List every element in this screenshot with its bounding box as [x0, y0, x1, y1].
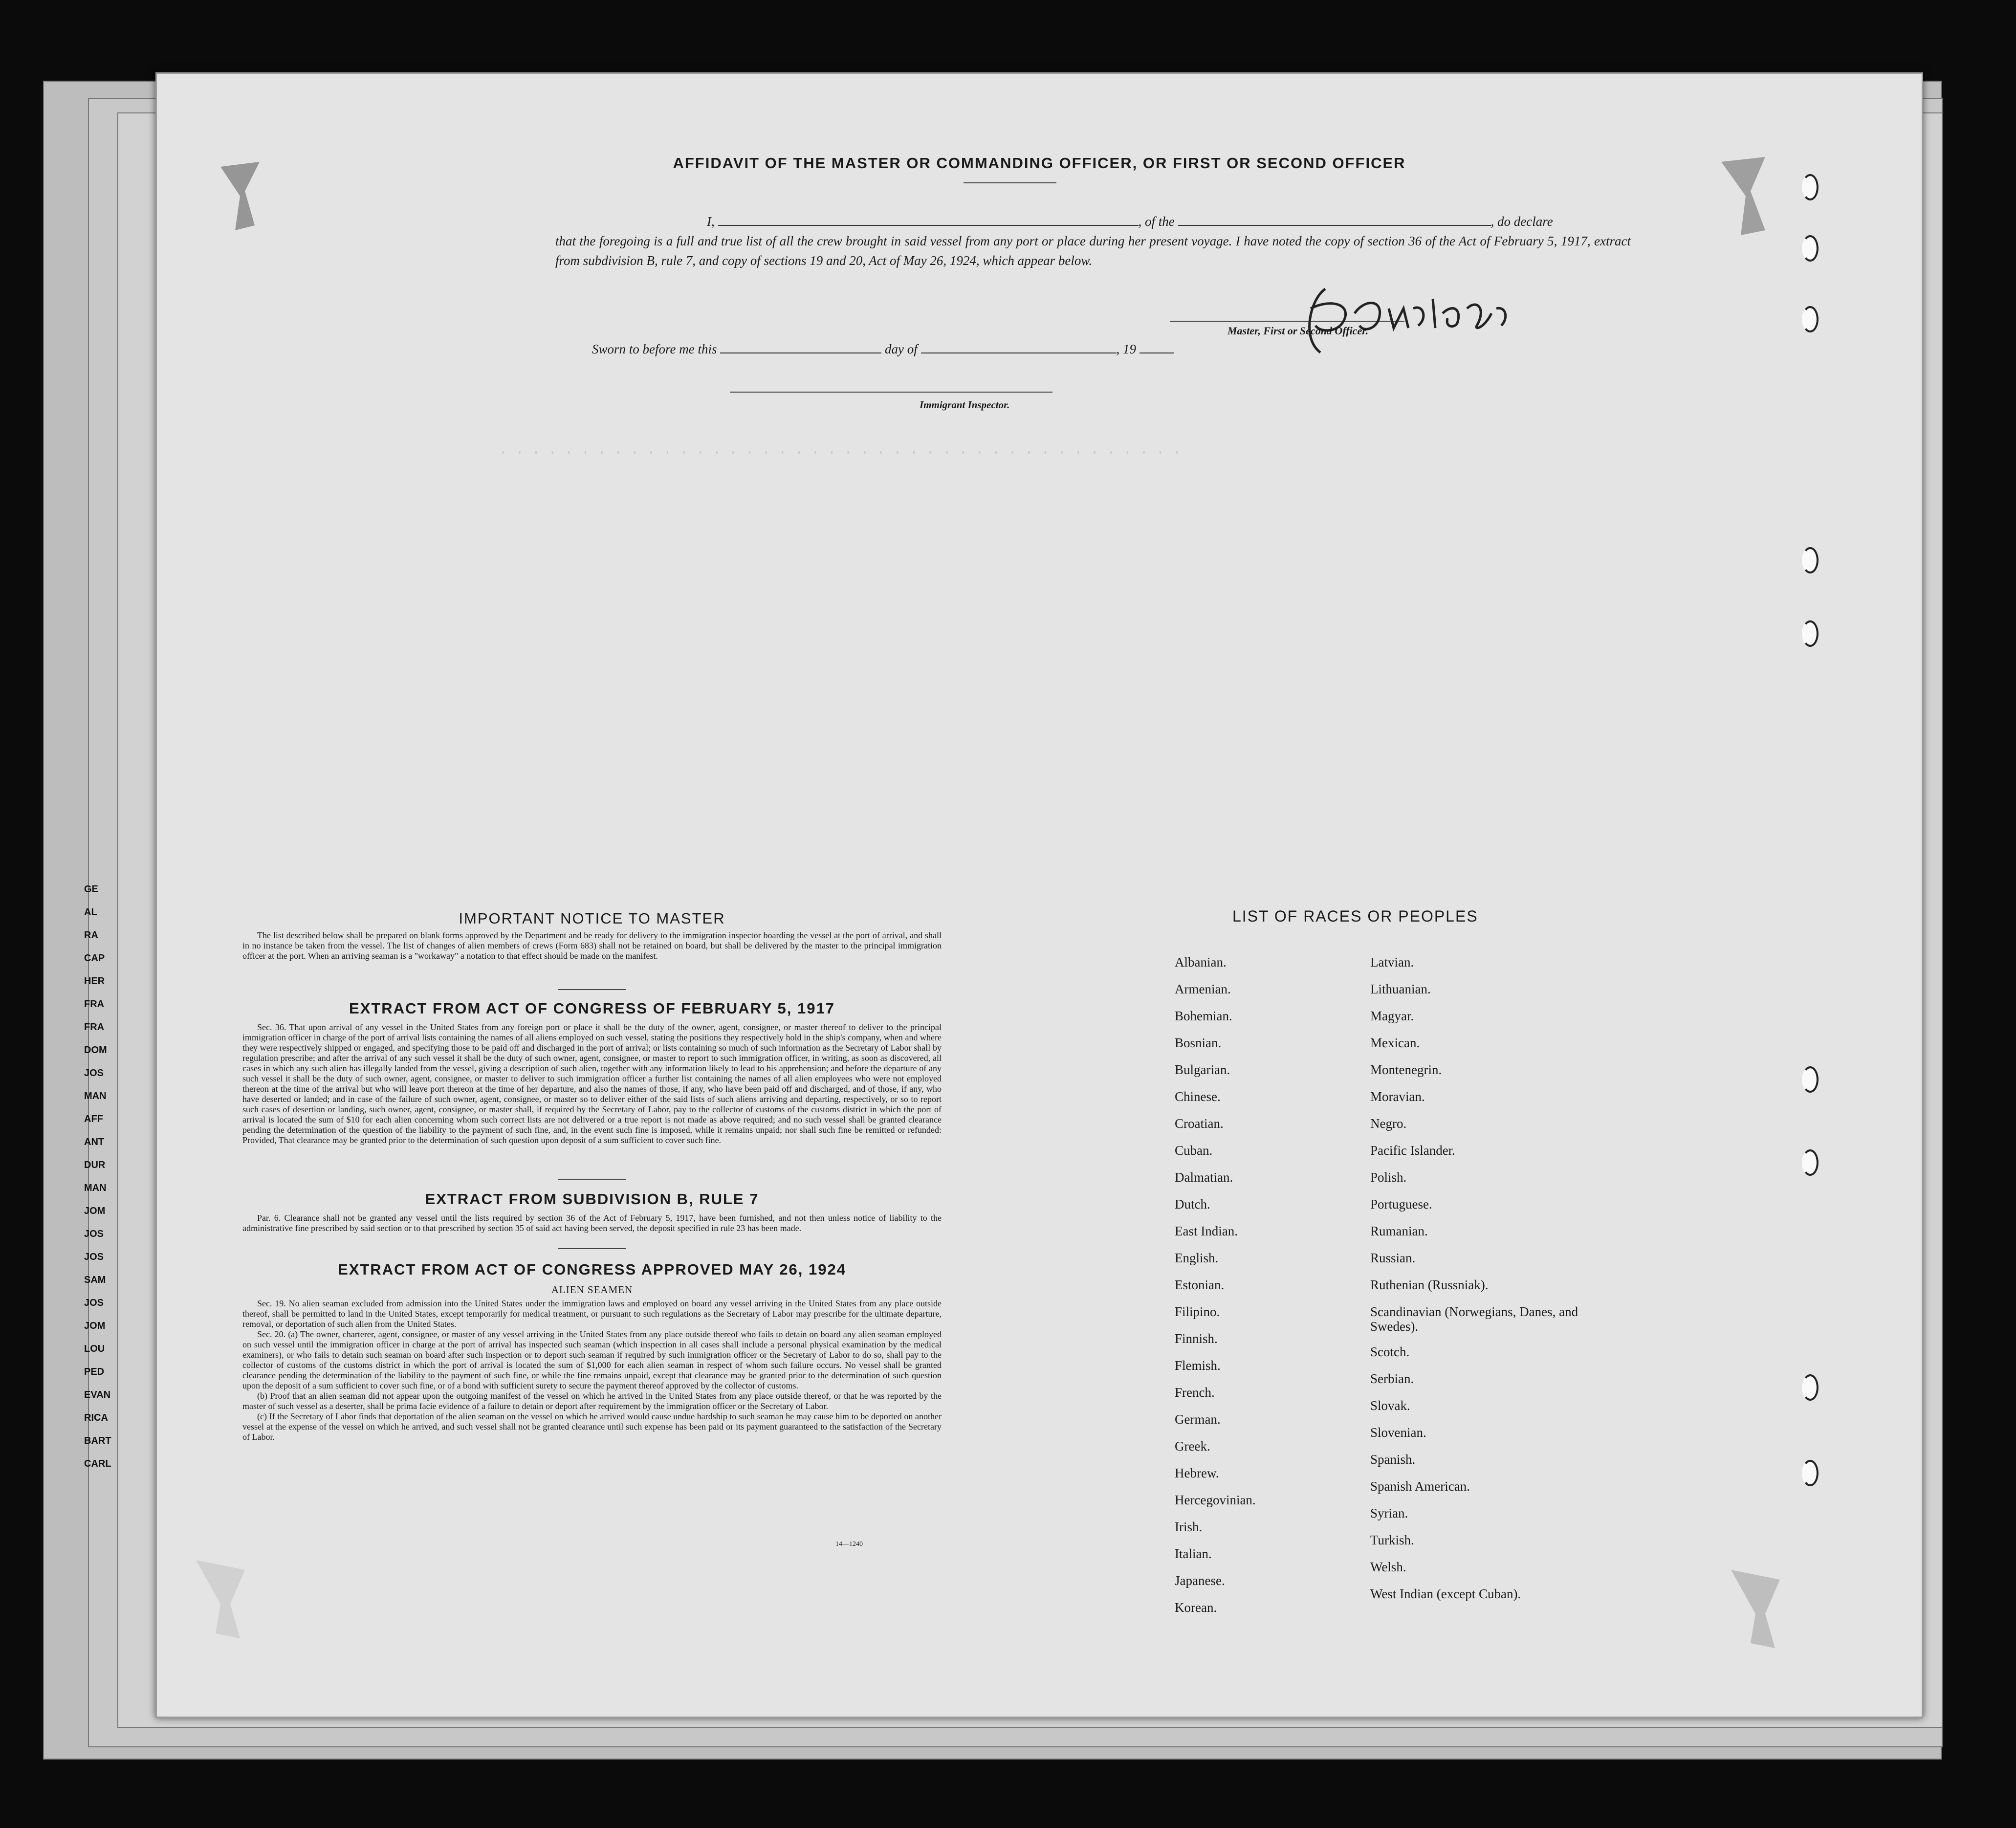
race-item: Russian. [1370, 1251, 1416, 1265]
sec36-paragraph: Sec. 36. That upon arrival of any vessel in the United States from any foreign port or place it shall be the duty of the owner, agent, consignee, or master thereof to deliver to the principal immigration officer in charge of the port of arrival lists containing the names of all aliens employed on such vessel, stating the positions they respectively hold in the ship's company, when and where they were respectively shipped or engaged, and specifying those to be paid off and discharged in the port of arrival; or lists containing so much of such information as the Secretary of Labor shall by regulation prescribe; and after the arrival of any such vessel it shall be the duty of such owner, agent, consignee, or master to report to such immigration officer, in writing, as soon as discovered, all cases in which any such alien has illegally landed from the vessel, giving a description of such alien, together with any information likely to lead to his apprehension; and before the departure of any such vessel it shall be the duty of such owner, agent, consignee, or master to deliver to such immigration officer a further list containing the names of all alien employees who were not employed thereon at the time of the arrival but who will leave port thereon at the time of her departure, and also the names of those, if any, who have been paid off and discharged, and of those, if any, who have deserted or landed; and in case of the failure of such owner, agent, consignee, or master so to deliver either of the said lists of such aliens arriving and departing, respectively, or so to report such cases of desertion or landing, such owner, agent, consignee, or master shall, if required by the Secretary of Labor, pay to the collector of customs of the customs district in which the port of arrival is located the sum of $10 for each alien concerning whom such correct lists are not delivered or a true report is not made as above required; and no such vessel shall be granted clearance pending the determination of the question of the liability to the payment of such fine, and, in the event such fine is imposed, while it remains unpaid; nor shall such fine be remitted or refunded: Provided, That clearance may be granted prior to the determination of such question upon deposit of a sum sufficient to cover such fine. [242, 1022, 942, 1145]
margin-name-fragment: GE [84, 884, 98, 895]
affidavit-line1 [555, 212, 1631, 231]
race-item: Spanish American. [1370, 1479, 1470, 1494]
punch-hole [1802, 1149, 1819, 1176]
affidavit-of-the: , of the [1138, 214, 1175, 229]
race-item: Estonian. [1175, 1277, 1225, 1292]
race-item: Hercegovinian. [1175, 1493, 1256, 1507]
extract-rule7-title: EXTRACT FROM SUBDIVISION B, RULE 7 [425, 1190, 759, 1208]
race-item: Albanian. [1175, 955, 1227, 969]
race-item: Turkish. [1370, 1533, 1414, 1547]
race-item: Croatian. [1175, 1116, 1224, 1131]
bleed-mark-icon [1721, 1560, 1790, 1653]
race-item: Chinese. [1175, 1089, 1221, 1104]
race-item: Rumanian. [1370, 1224, 1428, 1238]
race-item: Polish. [1370, 1170, 1407, 1185]
margin-name-fragment: CARL [84, 1458, 111, 1469]
race-item: Slovenian. [1370, 1425, 1426, 1440]
margin-name-fragment: LOU [84, 1343, 105, 1354]
margin-name-fragment: AFF [84, 1114, 103, 1124]
signature-caption: Master, First or Second Officer. [1227, 325, 1369, 337]
race-item: Serbian. [1370, 1371, 1414, 1386]
manifest-sheet [155, 72, 1923, 1718]
margin-name-fragment: JOM [84, 1206, 106, 1216]
race-item: Irish. [1175, 1520, 1203, 1534]
inspector-caption: Immigrant Inspector. [920, 399, 1010, 411]
sec20b-paragraph: (b) Proof that an alien seaman did not appear upon the outgoing manifest of the vessel on which he arrived in the United States from any place outside thereof, or that he was reported by the master of such vessel as a deserter, shall be prima facie evidence of a failure to detain or deport after requirement by the immigration officer or the Secretary of Labor. [242, 1391, 942, 1411]
race-item: Dutch. [1175, 1197, 1210, 1211]
signature-mark [1291, 279, 1521, 367]
race-item: Armenian. [1175, 982, 1231, 996]
title-underline [964, 182, 1056, 183]
margin-name-fragment: RA [84, 930, 98, 941]
form-number: 14—1240 [835, 1541, 863, 1548]
left-margin-names [82, 884, 121, 1495]
race-item: Bulgarian. [1175, 1062, 1230, 1077]
sworn-text: Sworn to before me this [592, 342, 717, 356]
race-item: East Indian. [1175, 1224, 1238, 1238]
punch-hole [1802, 547, 1819, 573]
punch-hole [1802, 306, 1819, 332]
race-item: Moravian. [1370, 1089, 1425, 1104]
margin-name-fragment: CAP [84, 953, 105, 964]
extract-rule7-text [242, 1213, 942, 1233]
margin-name-fragment: DUR [84, 1160, 106, 1170]
sec20a-paragraph: Sec. 20. (a) The owner, charterer, agent, consignee, or master of any vessel arriving in the United States from any place outside thereof who fails to detain on board any alien seaman employed on such vessel until the immigration officer in charge at the port of arrival has inspected such seaman (which inspection in all cases shall include a personal physical examination by the medical examiners), or who fails to detain such seaman on board after such inspection or to deport such seaman if required by such immigration officer or the Secretary of Labor to do so, shall pay to the collector of customs of the customs district in which the port of arrival is located the sum of $1,000 for each alien seaman in respect of whom such failure occurs. No vessel shall be granted clearance pending the determination of the liability to the payment of such fine, or while the fine remains unpaid, except that clearance may be granted prior to the determination of such question upon the deposit of a sum sufficient to cover such fine, or of a bond with sufficient surety to secure the payment thereof approved by the collector of customs. [242, 1329, 942, 1390]
margin-name-fragment: AL [84, 907, 97, 918]
margin-name-fragment: DOM [84, 1045, 107, 1056]
race-item: Filipino. [1175, 1304, 1220, 1319]
affidavit-declaration-text: that the foregoing is a full and true list of all the crew brought in said vessel from any port or place during her present voyage. I have noted the copy of section 36 of the Act of February 5, 1917, extract from subdivision B, rule 7, and copy of sections 19 and 20, Act of May 26, 1924, which appear below. [555, 234, 1631, 268]
name-blank[interactable] [718, 225, 1139, 226]
margin-name-fragment: JOS [84, 1252, 104, 1262]
notice-text [242, 930, 942, 961]
par6-paragraph: Par. 6. Clearance shall not be granted any vessel until the lists required by section 36 of the Act of February 5, 1917, have been furnished, and not then unless notice of liability to the administrative fine prescribed by said section or to that prescribed by section 35 of said act having been served, the deposit specified in rule 23 has been made. [242, 1213, 942, 1233]
race-item: Slovak. [1370, 1398, 1410, 1413]
race-item: Dalmatian. [1175, 1170, 1233, 1185]
race-item: Cuban. [1175, 1143, 1213, 1158]
race-item: Latvian. [1370, 955, 1414, 969]
race-item: Pacific Islander. [1370, 1143, 1455, 1158]
race-item: English. [1175, 1251, 1219, 1265]
sworn-line [592, 342, 1174, 357]
notice-paragraph: The list described below shall be prepared on blank forms approved by the Department and be ready for delivery to the immigration inspector boarding the vessel at the port of arrival, and shall in no instance be taken from the vessel. The list of changes of alien members of crews (Form 683) shall not be retained on board, but shall be delivered by the master to the principal immigration officer at the port. When an arriving seaman is a "workaway" a notation to that effect should be made on the manifest. [242, 930, 942, 961]
race-item: Flemish. [1175, 1358, 1221, 1373]
race-item: Welsh. [1370, 1560, 1406, 1574]
month-blank[interactable] [921, 352, 1117, 353]
year-blank[interactable] [1139, 352, 1174, 353]
margin-name-fragment: FRA [84, 1022, 105, 1033]
punch-hole [1802, 174, 1819, 200]
vessel-blank[interactable] [1178, 225, 1491, 226]
race-item: Lithuanian. [1370, 982, 1431, 996]
margin-name-fragment: EVAN [84, 1389, 111, 1400]
race-item: Bosnian. [1175, 1035, 1222, 1050]
race-item: Ruthenian (Russniak). [1370, 1277, 1489, 1292]
race-item: French. [1175, 1385, 1215, 1400]
margin-name-fragment: SAM [84, 1275, 106, 1285]
margin-name-fragment: MAN [84, 1183, 107, 1193]
race-item: Japanese. [1175, 1573, 1225, 1588]
sec19-paragraph: Sec. 19. No alien seaman excluded from admission into the United States under the immigration laws and employed on board any vessel arriving in the United States from any place outside thereof, shall be permitted to land in the United States, except temporarily for medical treatment, or pursuant to such regulations as the Secretary of Labor may prescribe for the ultimate departure, removal, or deportation of such alien from the United States. [242, 1299, 942, 1329]
race-item: Hebrew. [1175, 1466, 1219, 1480]
races-left-column [1175, 955, 1360, 1627]
punch-hole [1802, 1066, 1819, 1093]
punch-hole [1802, 235, 1819, 262]
punch-hole [1802, 1460, 1819, 1486]
race-item: Finnish. [1175, 1331, 1218, 1346]
race-item: Korean. [1175, 1600, 1217, 1615]
margin-name-fragment: HER [84, 976, 105, 987]
divider [558, 1248, 626, 1249]
race-item: West Indian (except Cuban). [1370, 1586, 1521, 1601]
sworn-year-text: , 19 [1116, 342, 1136, 356]
race-item: German. [1175, 1412, 1221, 1427]
race-item: Mexican. [1370, 1035, 1420, 1050]
margin-name-fragment: JOS [84, 1229, 104, 1239]
affidavit-declare: , do declare [1490, 214, 1553, 229]
margin-name-fragment: MAN [84, 1091, 107, 1101]
divider [558, 989, 626, 990]
race-item: Italian. [1175, 1546, 1212, 1561]
race-item: Scotch. [1370, 1344, 1410, 1359]
race-item: Montenegrin. [1370, 1062, 1442, 1077]
margin-name-fragment: RICA [84, 1412, 108, 1423]
bleed-through-text: · · · · · · · · · · · · · · · · · · · · · · · · · · · · · · · · · · · · · · · · · · [499, 445, 1181, 461]
divider [558, 1179, 626, 1180]
bleed-mark-icon [186, 1550, 255, 1643]
race-item: Portuguese. [1370, 1197, 1432, 1211]
notice-title: IMPORTANT NOTICE TO MASTER [459, 910, 725, 927]
race-item: Spanish. [1370, 1452, 1416, 1467]
margin-name-fragment: PED [84, 1366, 105, 1377]
affidavit-title: AFFIDAVIT OF THE MASTER OR COMMANDING OFFICER, OR FIRST OR SECOND OFFICER [673, 154, 1406, 172]
sworn-day-text: day of [885, 342, 918, 356]
race-item: Bohemian. [1175, 1009, 1232, 1023]
punch-hole [1802, 620, 1819, 647]
race-item: Syrian. [1370, 1506, 1408, 1520]
extract-1924-title: EXTRACT FROM ACT OF CONGRESS APPROVED MAY 26, 1924 [338, 1261, 846, 1278]
extract-1917-text [242, 1022, 942, 1145]
race-item: Greek. [1175, 1439, 1210, 1454]
alien-seamen-subtitle: ALIEN SEAMEN [551, 1284, 633, 1296]
extract-1924-text [242, 1299, 942, 1442]
race-item: Negro. [1370, 1116, 1407, 1131]
races-title: LIST OF RACES OR PEOPLES [1232, 907, 1478, 925]
margin-name-fragment: JOM [84, 1321, 106, 1331]
margin-name-fragment: JOS [84, 1068, 104, 1079]
inspector-signature-line [730, 392, 1052, 393]
extract-1917-title: EXTRACT FROM ACT OF CONGRESS OF FEBRUARY 5, 1917 [349, 1000, 835, 1017]
day-blank[interactable] [720, 352, 881, 353]
affidavit-i: I, [707, 214, 715, 229]
race-item: Scandinavian (Norwegians, Danes, and Swedes). [1370, 1304, 1578, 1334]
races-right-column [1370, 955, 1580, 1613]
margin-name-fragment: ANT [84, 1137, 105, 1147]
margin-name-fragment: BART [84, 1435, 111, 1446]
affidavit-body [555, 212, 1631, 270]
sec20c-paragraph: (c) If the Secretary of Labor finds that deportation of the alien seaman on the vessel on which he arrived would cause undue hardship to such seaman he may cause him to be deported on another vessel at the expense of the vessel on which he arrived, and such vessel shall not be granted clearance until such expense has been paid or its payment guaranteed to the satisfaction of the Secretary of Labor. [242, 1411, 942, 1442]
race-item: Magyar. [1370, 1009, 1414, 1023]
margin-name-fragment: FRA [84, 999, 105, 1010]
margin-name-fragment: JOS [84, 1298, 104, 1308]
punch-hole [1802, 1374, 1819, 1401]
